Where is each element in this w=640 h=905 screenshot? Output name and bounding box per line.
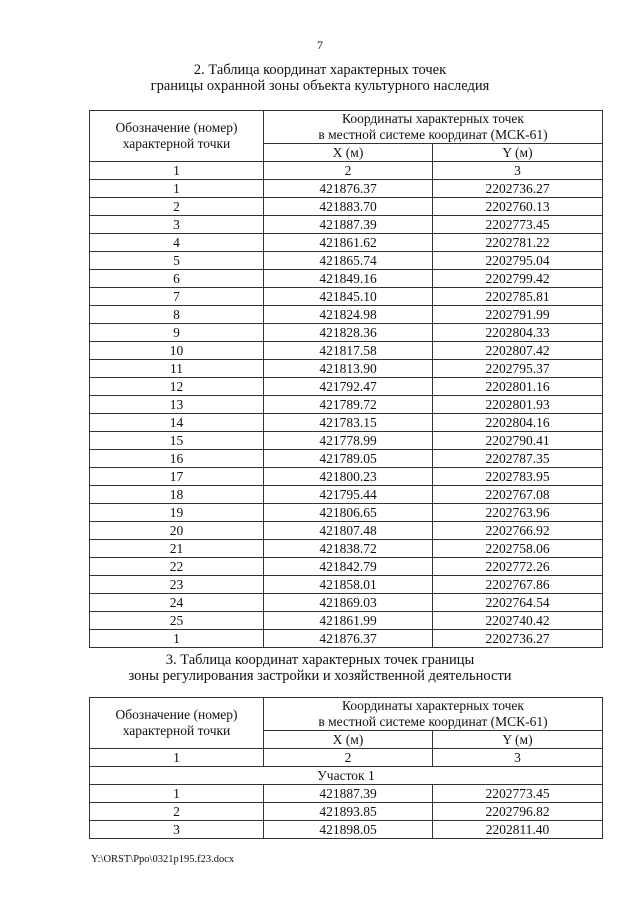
point-number: 3 bbox=[90, 216, 264, 234]
y-coordinate: 2202811.40 bbox=[433, 821, 603, 839]
header-point-line2: характерной точки bbox=[122, 136, 231, 151]
header-coords-line1: Координаты характерных точек bbox=[342, 111, 524, 126]
y-coordinate: 2202736.27 bbox=[433, 180, 603, 198]
y-coordinate: 2202740.42 bbox=[433, 612, 603, 630]
table-row bbox=[90, 785, 603, 803]
point-number: 7 bbox=[90, 288, 264, 306]
footer-file-path: Y:\ORST\Ppo\0321p195.f23.docx bbox=[91, 854, 235, 865]
point-number: 24 bbox=[90, 594, 264, 612]
point-number: 8 bbox=[90, 306, 264, 324]
table-row bbox=[90, 270, 603, 288]
y-coordinate: 2202758.06 bbox=[433, 540, 603, 558]
point-number: 18 bbox=[90, 486, 264, 504]
x-coordinate: 421842.79 bbox=[264, 558, 433, 576]
point-number: 1 bbox=[90, 785, 264, 803]
table2-title bbox=[0, 652, 640, 684]
y-coordinate: 2202763.96 bbox=[433, 504, 603, 522]
table-row bbox=[90, 504, 603, 522]
col-number-1: 1 bbox=[90, 749, 264, 767]
point-number: 5 bbox=[90, 252, 264, 270]
point-number: 11 bbox=[90, 360, 264, 378]
table-row bbox=[90, 432, 603, 450]
header-y: Y (м) bbox=[433, 144, 603, 162]
point-number: 10 bbox=[90, 342, 264, 360]
y-coordinate: 2202736.27 bbox=[433, 630, 603, 648]
x-coordinate: 421845.10 bbox=[264, 288, 433, 306]
y-coordinate: 2202790.41 bbox=[433, 432, 603, 450]
col-number-2: 2 bbox=[264, 162, 433, 180]
x-coordinate: 421792.47 bbox=[264, 378, 433, 396]
point-number: 3 bbox=[90, 821, 264, 839]
x-coordinate: 421898.05 bbox=[264, 821, 433, 839]
header-x: X (м) bbox=[264, 731, 433, 749]
point-number: 13 bbox=[90, 396, 264, 414]
y-coordinate: 2202804.16 bbox=[433, 414, 603, 432]
table-row bbox=[90, 180, 603, 198]
col-number-3: 3 bbox=[433, 749, 603, 767]
header-coords-line1: Координаты характерных точек bbox=[342, 698, 524, 713]
header-coords bbox=[264, 111, 603, 144]
table-row bbox=[90, 252, 603, 270]
x-coordinate: 421883.70 bbox=[264, 198, 433, 216]
x-coordinate: 421869.03 bbox=[264, 594, 433, 612]
table-row bbox=[90, 378, 603, 396]
table-row bbox=[90, 360, 603, 378]
y-coordinate: 2202773.45 bbox=[433, 216, 603, 234]
table-row bbox=[90, 486, 603, 504]
x-coordinate: 421807.48 bbox=[264, 522, 433, 540]
y-coordinate: 2202795.37 bbox=[433, 360, 603, 378]
point-number: 22 bbox=[90, 558, 264, 576]
header-point-line2: характерной точки bbox=[122, 723, 231, 738]
x-coordinate: 421817.58 bbox=[264, 342, 433, 360]
table-row bbox=[90, 414, 603, 432]
y-coordinate: 2202783.95 bbox=[433, 468, 603, 486]
x-coordinate: 421783.15 bbox=[264, 414, 433, 432]
point-number: 19 bbox=[90, 504, 264, 522]
x-coordinate: 421876.37 bbox=[264, 630, 433, 648]
col-number-1: 1 bbox=[90, 162, 264, 180]
x-coordinate: 421887.39 bbox=[264, 785, 433, 803]
header-coords-line2: в местной системе координат (МСК-61) bbox=[318, 127, 548, 142]
x-coordinate: 421789.05 bbox=[264, 450, 433, 468]
table1-title bbox=[0, 62, 640, 94]
x-coordinate: 421861.99 bbox=[264, 612, 433, 630]
point-number: 16 bbox=[90, 450, 264, 468]
header-point-line1: Обозначение (номер) bbox=[115, 120, 238, 135]
point-number: 20 bbox=[90, 522, 264, 540]
y-coordinate: 2202767.08 bbox=[433, 486, 603, 504]
x-coordinate: 421824.98 bbox=[264, 306, 433, 324]
header-x: X (м) bbox=[264, 144, 433, 162]
point-number: 25 bbox=[90, 612, 264, 630]
x-coordinate: 421806.65 bbox=[264, 504, 433, 522]
table-row bbox=[90, 594, 603, 612]
y-coordinate: 2202791.99 bbox=[433, 306, 603, 324]
table-row bbox=[90, 324, 603, 342]
point-number: 12 bbox=[90, 378, 264, 396]
point-number: 2 bbox=[90, 198, 264, 216]
table-row bbox=[90, 803, 603, 821]
table-row bbox=[90, 198, 603, 216]
point-number: 23 bbox=[90, 576, 264, 594]
y-coordinate: 2202764.54 bbox=[433, 594, 603, 612]
point-number: 21 bbox=[90, 540, 264, 558]
table-row bbox=[90, 216, 603, 234]
table1-title-line2: границы охранной зоны объекта культурного наследия bbox=[150, 78, 490, 94]
point-number: 15 bbox=[90, 432, 264, 450]
header-coords bbox=[264, 698, 603, 731]
x-coordinate: 421800.23 bbox=[264, 468, 433, 486]
header-point bbox=[90, 111, 264, 162]
table1-coordinates bbox=[89, 110, 603, 648]
x-coordinate: 421849.16 bbox=[264, 270, 433, 288]
table-row bbox=[90, 234, 603, 252]
header-coords-line2: в местной системе координат (МСК-61) bbox=[318, 714, 548, 729]
point-number: 1 bbox=[90, 180, 264, 198]
y-coordinate: 2202787.35 bbox=[433, 450, 603, 468]
col-number-3: 3 bbox=[433, 162, 603, 180]
point-number: 2 bbox=[90, 803, 264, 821]
y-coordinate: 2202796.82 bbox=[433, 803, 603, 821]
x-coordinate: 421887.39 bbox=[264, 216, 433, 234]
point-number: 14 bbox=[90, 414, 264, 432]
x-coordinate: 421778.99 bbox=[264, 432, 433, 450]
x-coordinate: 421876.37 bbox=[264, 180, 433, 198]
table2-coordinates bbox=[89, 697, 603, 839]
y-coordinate: 2202801.16 bbox=[433, 378, 603, 396]
x-coordinate: 421861.62 bbox=[264, 234, 433, 252]
y-coordinate: 2202767.86 bbox=[433, 576, 603, 594]
x-coordinate: 421838.72 bbox=[264, 540, 433, 558]
y-coordinate: 2202785.81 bbox=[433, 288, 603, 306]
x-coordinate: 421795.44 bbox=[264, 486, 433, 504]
header-y: Y (м) bbox=[433, 731, 603, 749]
y-coordinate: 2202801.93 bbox=[433, 396, 603, 414]
header-point bbox=[90, 698, 264, 749]
table-row bbox=[90, 540, 603, 558]
table1-title-line1: 2. Таблица координат характерных точек bbox=[193, 62, 447, 78]
y-coordinate: 2202799.42 bbox=[433, 270, 603, 288]
x-coordinate: 421828.36 bbox=[264, 324, 433, 342]
point-number: 1 bbox=[90, 630, 264, 648]
table-row bbox=[90, 468, 603, 486]
table-row bbox=[90, 630, 603, 648]
table-row bbox=[90, 342, 603, 360]
col-number-2: 2 bbox=[264, 749, 433, 767]
x-coordinate: 421813.90 bbox=[264, 360, 433, 378]
point-number: 17 bbox=[90, 468, 264, 486]
page-number: 7 bbox=[317, 38, 323, 52]
point-number: 4 bbox=[90, 234, 264, 252]
point-number: 6 bbox=[90, 270, 264, 288]
y-coordinate: 2202804.33 bbox=[433, 324, 603, 342]
y-coordinate: 2202795.04 bbox=[433, 252, 603, 270]
table-row bbox=[90, 288, 603, 306]
y-coordinate: 2202773.45 bbox=[433, 785, 603, 803]
section-label: Участок 1 bbox=[90, 767, 603, 785]
table-row bbox=[90, 576, 603, 594]
y-coordinate: 2202807.42 bbox=[433, 342, 603, 360]
table2-title-line1: 3. Таблица координат характерных точек границы bbox=[165, 652, 475, 668]
table-row bbox=[90, 450, 603, 468]
table-row bbox=[90, 821, 603, 839]
table-row bbox=[90, 306, 603, 324]
x-coordinate: 421858.01 bbox=[264, 576, 433, 594]
y-coordinate: 2202766.92 bbox=[433, 522, 603, 540]
point-number: 9 bbox=[90, 324, 264, 342]
x-coordinate: 421893.85 bbox=[264, 803, 433, 821]
x-coordinate: 421789.72 bbox=[264, 396, 433, 414]
table-row bbox=[90, 396, 603, 414]
header-point-line1: Обозначение (номер) bbox=[115, 707, 238, 722]
y-coordinate: 2202760.13 bbox=[433, 198, 603, 216]
y-coordinate: 2202781.22 bbox=[433, 234, 603, 252]
table-row bbox=[90, 558, 603, 576]
y-coordinate: 2202772.26 bbox=[433, 558, 603, 576]
table-row bbox=[90, 522, 603, 540]
table2-title-line2: зоны регулирования застройки и хозяйственной деятельности bbox=[128, 668, 512, 684]
table-row bbox=[90, 612, 603, 630]
x-coordinate: 421865.74 bbox=[264, 252, 433, 270]
